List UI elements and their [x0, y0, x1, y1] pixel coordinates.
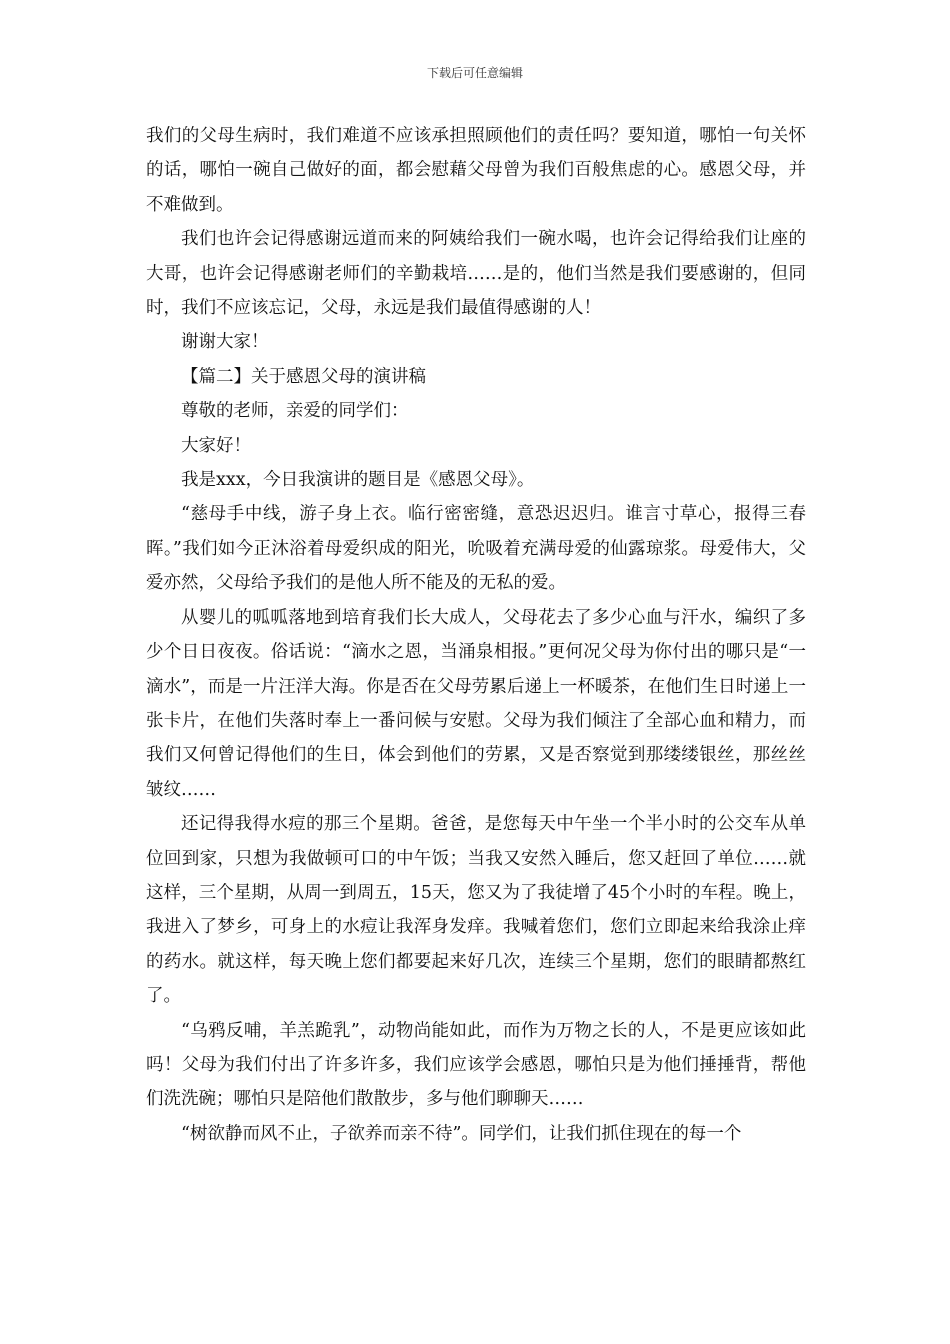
- salutation: 尊敬的老师，亲爱的同学们：: [181, 401, 409, 422]
- paragraph-9: 从婴儿的呱呱落地到培育我们长大成人，父母花去了多少心血与汗水，编织了多少个日日夜夜。俗话说：“滴水之恩，当涌泉相报。”更何况父母为你付出的哪只是“一滴水”，而是一片汪洋大海。你是否在父母劳累后递上一杯暖茶，在他们生日时递上一张卡片，在他们失落时奉上一番问候与安慰。父母为我们倾注了全部心血和精力，而我们又何曾记得他们的生日，体会到他们的劳累，又是否察觉到那缕缕银丝，那丝丝皱纹……: [146, 607, 806, 800]
- paragraph-7: 我是xxx，今日我演讲的题目是《感恩父母》。: [181, 470, 535, 491]
- section-heading: 【篇二】关于感恩父母的演讲稿: [181, 366, 426, 387]
- paragraph-2: 我们也许会记得感谢远道而来的阿姨给我们一碗水喝，也许会记得给我们让座的大哥，也许会记得感谢老师们的辛勤栽培……是的，他们当然是我们要感谢的，但同时，我们不应该忘记，父母，永远是我们最值得感谢的人！: [146, 229, 806, 319]
- greeting: 大家好！: [181, 435, 251, 456]
- page-header: 下载后可任意编辑: [426, 66, 523, 80]
- paragraph-11: “乌鸦反哺，羊羔跪乳”，动物尚能如此，而作为万物之长的人，不是更应该如此吗！父母为我们付出了许多许多，我们应该学会感恩，哪怕只是为他们捶捶背，帮他们洗洗碗；哪怕只是陪他们散散步，多与他们聊聊天……: [146, 1020, 806, 1110]
- paragraph-1: 我们的父母生病时，我们难道不应该承担照顾他们的责任吗？要知道，哪怕一句关怀的话，哪怕一碗自己做好的面，都会慰藉父母曾为我们百般焦虑的心。感恩父母，并不难做到。: [146, 126, 806, 215]
- paragraph-12: “树欲静而风不止，子欲养而亲不待”。同学们，让我们抓住现在的每一个: [181, 1123, 742, 1144]
- document-body: [146, 119, 806, 1151]
- paragraph-3: 谢谢大家！: [181, 332, 269, 353]
- paragraph-10: 还记得我得水痘的那三个星期。爸爸，是您每天中午坐一个半小时的公交车从单位回到家，只想为我做顿可口的中午饭；当我又安然入睡后，您又赶回了单位……就这样，三个星期，从周一到周五，15天，您又为了我徒增了45个小时的车程。晚上，我进入了梦乡，可身上的水痘让我浑身发痒。我喊着您们，您们立即起来给我涂止痒的药水。就这样，每天晚上您们都要起来好几次，连续三个星期，您们的眼睛都熬红了。: [146, 814, 806, 1007]
- paragraph-8: “慈母手中线，游子身上衣。临行密密缝，意恐迟迟归。谁言寸草心，报得三春晖。”我们如今正沐浴着母爱织成的阳光，吮吸着充满母爱的仙露琼浆。母爱伟大，父爱亦然，父母给予我们的是他人所不能及的无私的爱。: [146, 504, 806, 594]
